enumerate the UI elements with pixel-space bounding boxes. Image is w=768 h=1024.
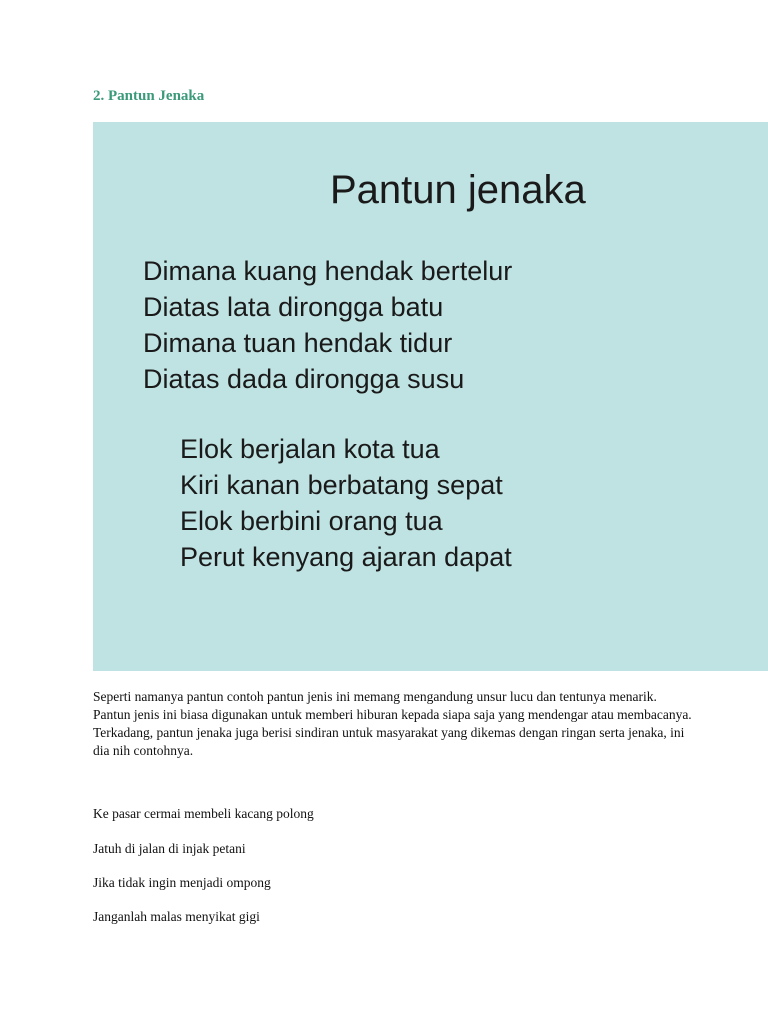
image-title: Pantun jenaka	[330, 168, 586, 212]
stanza-line: Elok berjalan kota tua	[180, 434, 440, 464]
poem-line: Jatuh di jalan di injak petani	[93, 841, 246, 856]
poem-line: Janganlah malas menyikat gigi	[93, 909, 260, 924]
pantun-image	[93, 122, 768, 671]
image-stanza-2	[180, 431, 512, 575]
image-stanza-1	[143, 253, 512, 397]
stanza-line: Kiri kanan berbatang sepat	[180, 470, 503, 500]
description-paragraph: Seperti namanya pantun contoh pantun jenis ini memang mengandung unsur lucu dan tentunya menarik. Pantun jenis ini biasa digunakan untuk memberi hiburan kepada siapa saja yang mendengar atau membacanya. Terkadang, pantun jenaka juga berisi sindiran untuk masyarakat yang dikemas dengan ringan serta jenaka, ini dia nih contohnya.	[93, 689, 692, 758]
stanza-line: Perut kenyang ajaran dapat	[180, 542, 512, 572]
stanza-line: Elok berbini orang tua	[180, 506, 443, 536]
stanza-line: Diatas dada dirongga susu	[143, 364, 465, 394]
poem-line: Jika tidak ingin menjadi ompong	[93, 875, 271, 890]
stanza-line: Dimana tuan hendak tidur	[143, 328, 453, 358]
stanza-line: Diatas lata dirongga batu	[143, 292, 444, 322]
poem-line: Ke pasar cermai membeli kacang polong	[93, 806, 314, 821]
stanza-line: Dimana kuang hendak bertelur	[143, 256, 513, 286]
section-heading: 2. Pantun Jenaka	[93, 88, 205, 104]
